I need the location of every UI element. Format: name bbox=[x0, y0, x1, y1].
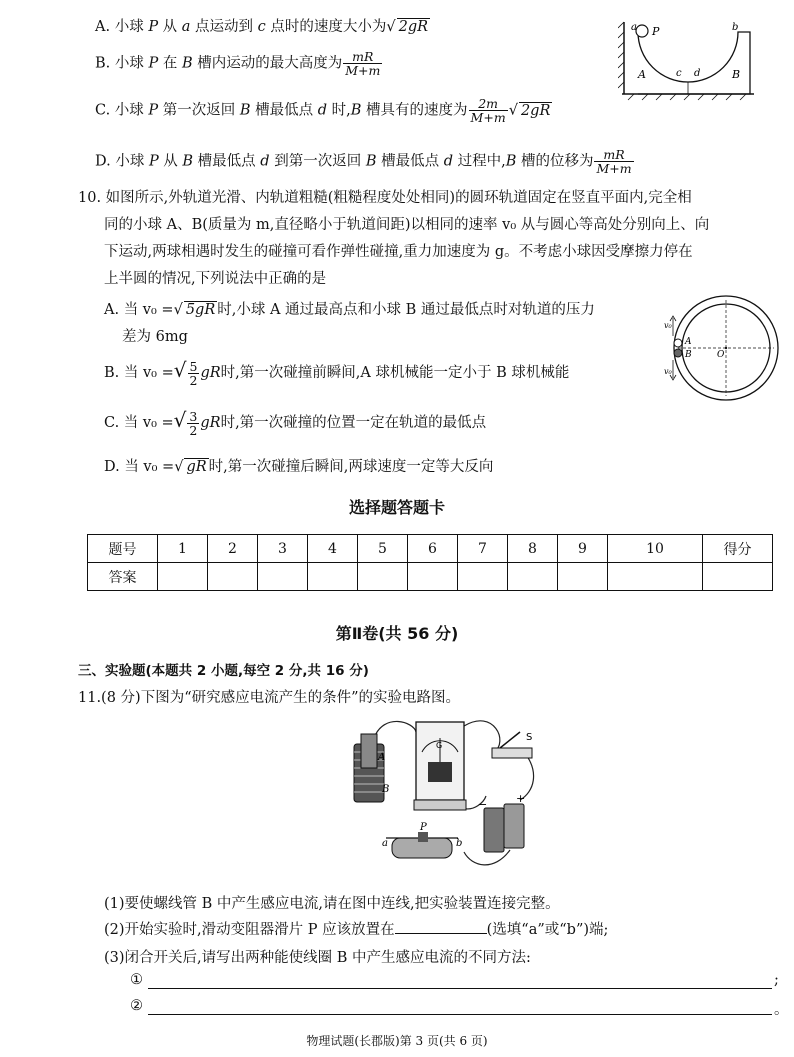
answer-cell[interactable] bbox=[308, 563, 358, 591]
answer-card-row1-label: 题号 bbox=[88, 535, 158, 563]
answer-cell[interactable] bbox=[158, 563, 208, 591]
answer-card-number: 3 bbox=[258, 535, 308, 563]
fig9-label-a-groove: A bbox=[638, 68, 646, 81]
q11-blank1-label: ① bbox=[130, 972, 143, 988]
fig11-label-b: B bbox=[382, 784, 390, 795]
fig11-label-b-end: b bbox=[456, 838, 463, 849]
q10-option-b: B. 当 v₀ =√ $\frac{5}{2}$ gR时,第一次碰撞前瞬间,A 球机械能一定小于 B 球机械能 bbox=[104, 358, 570, 388]
q11-blank2-label: ② bbox=[130, 998, 143, 1014]
answer-card-number: 1 bbox=[158, 535, 208, 563]
q11-blank2-end: 。 bbox=[774, 1002, 789, 1018]
fig9-label-d: d bbox=[694, 68, 701, 79]
fig9-label-p: P bbox=[652, 25, 660, 38]
q9-option-c: C. 小球 P 第一次返回 B 槽最低点 d 时,B 槽具有的速度为 $\frac{2m}{M+m}$ √ 2gR bbox=[95, 96, 551, 125]
battery-1 bbox=[484, 808, 504, 852]
fig9-label-c: c bbox=[676, 68, 682, 79]
q10-stem-line3: 下运动,两球相遇时发生的碰撞可看作弹性碰撞,重力加速度为 g。不考虑小球因受摩擦力停在 bbox=[104, 244, 693, 260]
part2-title: 第Ⅱ卷(共 56 分) bbox=[335, 624, 459, 643]
page-footer: 物理试题(长郡版)第 3 页(共 6 页) bbox=[306, 1034, 488, 1048]
q9-option-d: D. 小球 P 从 B 槽最低点 d 到第一次返回 B 槽最低点 d 过程中,B 槽的位移为 $\frac{mR}{M+m}$ bbox=[95, 147, 632, 176]
q11-blank1-end: ; bbox=[774, 972, 779, 988]
answer-card-title: 选择题答题卡 bbox=[348, 498, 445, 517]
ball-p bbox=[636, 25, 648, 37]
q10-option-c: C. 当 v₀ =√ $\frac{3}{2}$ gR时,第一次碰撞的位置一定在轨道的最低点 bbox=[104, 408, 487, 438]
answer-card-header-row bbox=[88, 535, 773, 563]
q10-stem-line2: 同的小球 A、B(质量为 m,直径略小于轨道间距)以相同的速率 v₀ 从与圆心等高处分别向上、向 bbox=[104, 217, 710, 233]
answer-card-table bbox=[87, 534, 773, 591]
answer-card-number: 6 bbox=[408, 535, 458, 563]
answer-cell[interactable] bbox=[408, 563, 458, 591]
ball-b bbox=[674, 349, 682, 357]
q10-option-a-line2: 差为 6mg bbox=[122, 329, 188, 345]
answer-card-answer-row bbox=[88, 563, 773, 591]
fig10-label-o: O bbox=[717, 350, 725, 360]
switch bbox=[492, 748, 532, 758]
answer-cell[interactable] bbox=[208, 563, 258, 591]
q10-option-a: A. 当 v₀ =√ 5gR 时,小球 A 通过最高点和小球 B 通过最低点时对轨道的压力 bbox=[104, 302, 595, 318]
answer-card-number: 2 bbox=[208, 535, 258, 563]
answer-card-number: 10 bbox=[608, 535, 703, 563]
fig10-label-b: B bbox=[685, 350, 692, 360]
answer-card-score-label: 得分 bbox=[703, 535, 773, 563]
q9-figure-groove bbox=[618, 14, 758, 102]
q11-sub3: (3)闭合开关后,请写出两种能使线圈 B 中产生感应电流的不同方法: bbox=[104, 950, 531, 966]
coil-a bbox=[361, 734, 377, 768]
fig10-label-a: A bbox=[685, 337, 692, 347]
answer-cell[interactable] bbox=[608, 563, 703, 591]
answer-cell[interactable] bbox=[358, 563, 408, 591]
fig11-label-g: G bbox=[436, 741, 443, 750]
q11-blank2-line[interactable] bbox=[148, 1014, 772, 1015]
answer-cell[interactable] bbox=[558, 563, 608, 591]
fig10-label-v0-bottom: v₀ bbox=[664, 367, 672, 376]
fig9-label-a: a bbox=[631, 22, 637, 33]
answer-cell[interactable] bbox=[508, 563, 558, 591]
ball-a bbox=[674, 339, 682, 347]
fig11-label-minus: − bbox=[478, 798, 488, 811]
fig9-label-b-groove: B bbox=[732, 68, 741, 81]
answer-card-number: 8 bbox=[508, 535, 558, 563]
section3-heading: 三、实验题(本题共 2 小题,每空 2 分,共 16 分) bbox=[78, 663, 369, 679]
score-cell[interactable] bbox=[703, 563, 773, 591]
answer-cell[interactable] bbox=[458, 563, 508, 591]
answer-card-number: 4 bbox=[308, 535, 358, 563]
answer-card-number: 5 bbox=[358, 535, 408, 563]
answer-card-number: 7 bbox=[458, 535, 508, 563]
q11-blank1-line[interactable] bbox=[148, 988, 772, 989]
fig11-label-s: S bbox=[526, 732, 533, 743]
q11-stem: 11.(8 分)下图为“研究感应电流产生的条件”的实验电路图。 bbox=[78, 690, 461, 706]
fig11-label-p: P bbox=[420, 822, 427, 833]
q10-stem-line4: 上半圆的情况,下列说法中正确的是 bbox=[104, 271, 327, 287]
fig11-label-a-end: a bbox=[382, 838, 388, 849]
q11-figure-circuit bbox=[344, 712, 540, 884]
q11-sub1: (1)要使螺线管 B 中产生感应电流,请在图中连线,把实验装置连接完整。 bbox=[104, 896, 560, 912]
q11-sub2: (2)开始实验时,滑动变阻器滑片 P 应该放置在 (选填“a”或“b”)端; bbox=[104, 922, 609, 938]
q10-figure-ring bbox=[664, 292, 784, 404]
q10-option-d: D. 当 v₀ =√ gR 时,第一次碰撞后瞬间,两球速度一定等大反向 bbox=[104, 459, 494, 475]
fig11-label-a: A bbox=[378, 752, 386, 763]
battery-2 bbox=[504, 804, 524, 848]
fig9-label-b: b bbox=[732, 22, 739, 33]
q10-stem-line1: 10. 如图所示,外轨道光滑、内轨道粗糙(粗糙程度处处相同)的圆环轨道固定在竖直平面内,完全相 bbox=[78, 190, 692, 206]
fig10-label-v0-top: v₀ bbox=[664, 321, 672, 330]
answer-cell[interactable] bbox=[258, 563, 308, 591]
q9-option-b: B. 小球 P 在 B 槽内运动的最大高度为 $\frac{mR}{M+m}$ bbox=[95, 49, 381, 78]
q11-sub2-blank[interactable] bbox=[395, 933, 487, 934]
fig11-label-plus: + bbox=[516, 792, 526, 805]
q9-option-a: A. 小球 P 从 a 点运动到 c 点时的速度大小为√ 2gR bbox=[95, 19, 429, 35]
answer-card-number: 9 bbox=[558, 535, 608, 563]
answer-card-row2-label: 答案 bbox=[88, 563, 158, 591]
